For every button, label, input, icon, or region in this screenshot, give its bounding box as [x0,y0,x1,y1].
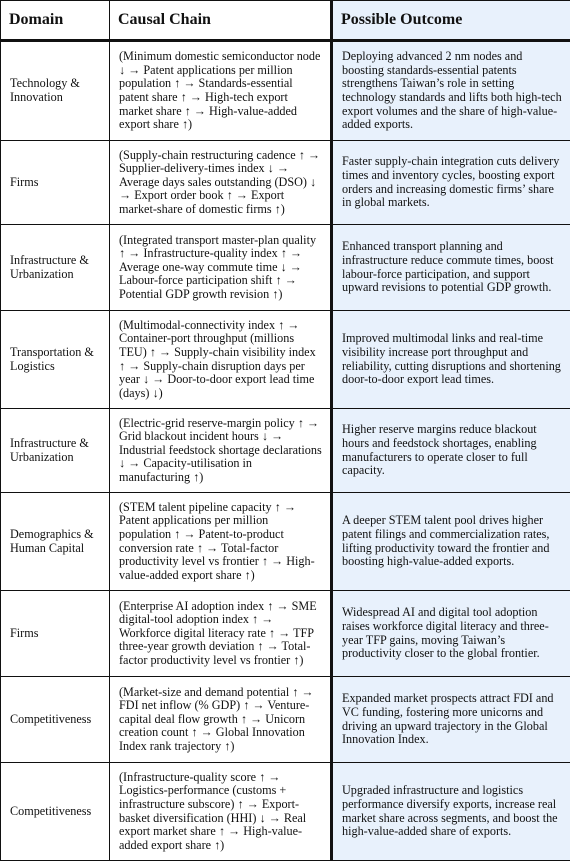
outcome-cell: Faster supply-chain integration cuts delivery times and inventory cycles, boosting export orders and increasing domestic firms’ share in global markets. [332,141,570,225]
outcome-cell: Deploying advanced 2 nm nodes and boosting standards-essential patents strengthens Taiwan’s role in setting technology standards and lifts both high-tech export volumes and the share of high-value-added exports. [332,41,570,141]
domain-cell: Firms [1,141,110,225]
domain-cell: Infrastructure & Urbanization [1,225,110,311]
domain-cell: Demographics & Human Capital [1,493,110,591]
header-causal-chain: Causal Chain [110,1,332,41]
table-row [1,311,570,409]
outcome-cell: Expanded market prospects attract FDI and VC funding, fostering more unicorns and driving an upward trajectory in the Global Innovation Index. [332,677,570,763]
causal-chain-cell: (Minimum domestic semiconductor node ↓ → Patent applications per million population ↑ → Standards-essential patent share ↑ → High-tech export market share ↑ → High-value-added export share ↑) [110,41,332,141]
header-row [1,1,570,41]
causal-chain-cell: (Enterprise AI adoption index ↑ → SME digital-tool adoption index ↑ → Workforce digital literacy rate ↑ → TFP three-year growth deviation ↑ → Total-factor productivity level vs frontier ↑) [110,591,332,677]
table-row [1,141,570,225]
outcome-cell: Upgraded infrastructure and logistics performance diversify exports, increase real market share across segments, and boost the high-value-added share of exports. [332,763,570,861]
causal-chain-cell: (Infrastructure-quality score ↑ → Logistics-performance (customs + infrastructure subscore) ↑ → Export-basket diversification (HHI) ↓ → Real export market share ↑ → High-value-added export share ↑) [110,763,332,861]
domain-cell: Transportation & Logistics [1,311,110,409]
table-row [1,493,570,591]
causal-chain-cell: (Multimodal-connectivity index ↑ → Container-port throughput (millions TEU) ↑ → Supply-chain visibility index ↑ → Supply-chain disruption days per year ↓ → Door-to-door export lead time (days) ↓) [110,311,332,409]
table-row [1,409,570,493]
causal-chain-cell: (Integrated transport master-plan quality ↑ → Infrastructure-quality index ↑ → Average one-way commute time ↓ → Labour-force participation shift ↑ → Potential GDP growth revision ↑) [110,225,332,311]
domain-cell: Technology & Innovation [1,41,110,141]
header-possible-outcome: Possible Outcome [332,1,570,41]
table-row [1,763,570,861]
table-row [1,591,570,677]
causal-chain-cell: (Market-size and demand potential ↑ → FDI net inflow (% GDP) ↑ → Venture-capital deal flow growth ↑ → Unicorn creation count ↑ → Global Innovation Index rank trajectory ↑) [110,677,332,763]
header-domain: Domain [1,1,110,41]
outcome-cell: Improved multimodal links and real-time visibility increase port throughput and reliability, cutting disruptions and shortening door-to-door export lead times. [332,311,570,409]
causal-chain-cell: (Supply-chain restructuring cadence ↑ → Supplier-delivery-times index ↓ → Average days sales outstanding (DSO) ↓ → Export order book ↑ → Export market-share of domestic firms ↑) [110,141,332,225]
outcome-cell: Widespread AI and digital tool adoption raises workforce digital literacy and three-year TFP gains, moving Taiwan’s productivity closer to the global frontier. [332,591,570,677]
outcome-cell: Higher reserve margins reduce blackout hours and feedstock shortages, enabling manufacturers to operate closer to full capacity. [332,409,570,493]
table-row [1,677,570,763]
domain-cell: Firms [1,591,110,677]
causal-chain-cell: (Electric-grid reserve-margin policy ↑ → Grid blackout incident hours ↓ → Industrial feedstock shortage declarations ↓ → Capacity-utilisation in manufacturing ↑) [110,409,332,493]
domain-cell: Competitiveness [1,677,110,763]
outcome-cell: Enhanced transport planning and infrastructure reduce commute times, boost labour-force participation, and support upward revisions to potential GDP growth. [332,225,570,311]
causal-chain-cell: (STEM talent pipeline capacity ↑ → Patent applications per million population ↑ → Patent-to-product conversion rate ↑ → Total-factor productivity level vs frontier ↑ → High-value-added export share ↑) [110,493,332,591]
domain-cell: Competitiveness [1,763,110,861]
domain-cell: Infrastructure & Urbanization [1,409,110,493]
table-row [1,41,570,141]
table-row [1,225,570,311]
outcome-cell: A deeper STEM talent pool drives higher patent filings and commercialization rates, lifting productivity toward the frontier and boosting high-value-added exports. [332,493,570,591]
